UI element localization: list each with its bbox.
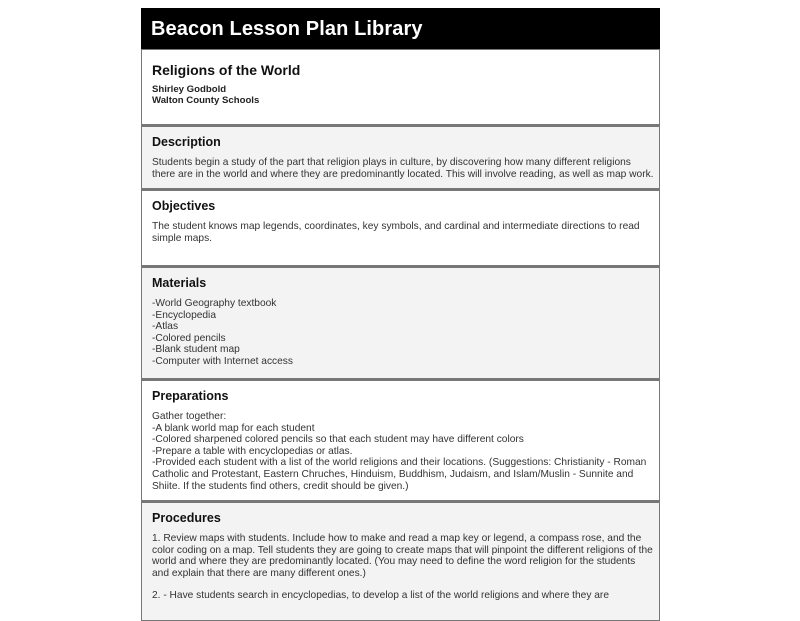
preparations-text-line: -Prepare a table with encyclopedias or atlas.: [152, 445, 353, 457]
lesson-title-section: [141, 49, 660, 125]
materials-item: -Blank student map: [152, 344, 240, 356]
preparations-text-line: -Provided each student with a list of the world religions and their locations. (Suggestions: Christianity - Roman: [152, 457, 647, 469]
preparations-text-line: -A blank world map for each student: [152, 422, 315, 434]
materials-item: -Encyclopedia: [152, 309, 216, 321]
procedures-heading: Procedures: [152, 511, 221, 525]
preparations-text-line: Gather together:: [152, 411, 227, 422]
procedure-text-line: 1. Review maps with students. Include how to make and read a map key or legend, a compass rose, and the: [152, 533, 642, 544]
description-section: [141, 125, 660, 189]
procedure-text-line: and explain that there are many different ones.): [152, 567, 366, 579]
preparations-text-line: Shiite. If the students find others, credit should be given.): [152, 480, 409, 492]
materials-item: -World Geography textbook: [152, 298, 277, 309]
materials-item: -Atlas: [152, 321, 179, 333]
procedure-text-line: color coding on a map. Tell students they are going to create maps that will pinpoint the different religions of the: [152, 544, 653, 556]
procedure-step-1: [152, 533, 653, 579]
lesson-plan-page: [141, 8, 660, 621]
procedure-step-2: [152, 590, 649, 602]
preparations-text-line: Catholic and Protestant, Eastern Chruches, Hinduism, Buddhism, Judaism, and Islam/Muslin - Sunnite and: [152, 468, 634, 480]
preparations-text-line: -Colored sharpened colored pencils so that each student may have different colors: [152, 434, 524, 446]
procedure-text-line: world and where they are predominantly located. (You may need to define the word religion for the students: [152, 556, 636, 568]
preparations-section: [141, 379, 660, 501]
preparations-heading: Preparations: [152, 389, 229, 403]
description-text-line: Students begin a study of the part that religion plays in culture, by discovering how many different religions: [152, 157, 631, 168]
description-heading: Description: [152, 135, 221, 149]
description-text-line: there are in the world and where they are predominantly located. This will involve reading, as well as map work.: [152, 168, 654, 180]
objectives-section: [141, 189, 660, 266]
site-header: [141, 8, 660, 49]
procedure-text-line: 2. - Have students search in encyclopedias, to develop a list of the world religions and where they are: [152, 590, 609, 602]
objectives-heading: Objectives: [152, 199, 216, 213]
objectives-text-line: The student knows map legends, coordinates, key symbols, and cardinal and intermediate directions to read: [152, 221, 640, 232]
lesson-title: Religions of the World: [152, 62, 301, 78]
author-organization: Walton County Schools: [152, 95, 260, 106]
materials-section: [141, 266, 660, 379]
procedures-section: [141, 501, 660, 621]
materials-item: -Computer with Internet access: [152, 355, 293, 367]
objectives-text-line: simple maps.: [152, 232, 213, 244]
materials-heading: Materials: [152, 276, 207, 290]
site-title: Beacon Lesson Plan Library: [151, 18, 423, 40]
materials-item: -Colored pencils: [152, 332, 226, 344]
author-name: Shirley Godbold: [152, 84, 227, 95]
